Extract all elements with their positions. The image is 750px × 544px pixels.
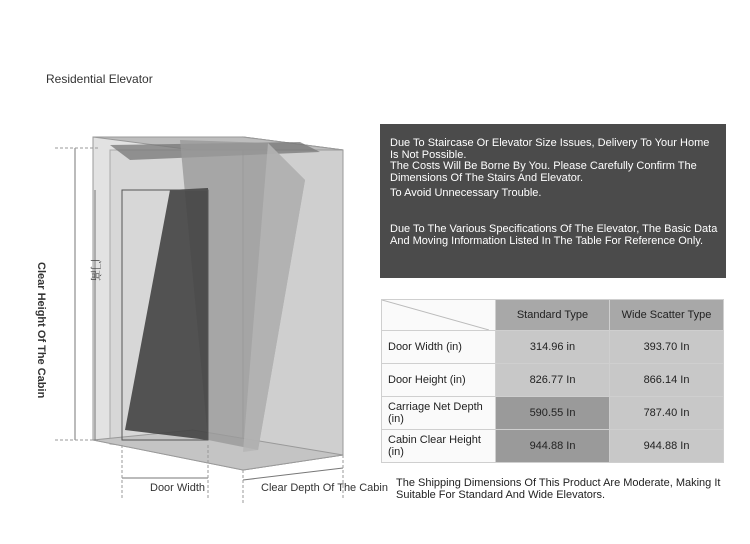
notice-line-3: To Avoid Unnecessary Trouble. <box>390 187 542 199</box>
row-label: Door Height (in) <box>382 364 496 397</box>
row-label: Cabin Clear Height (in) <box>382 430 496 463</box>
row-label: Carriage Net Depth (in) <box>382 397 496 430</box>
table-row <box>382 331 724 364</box>
header-standard-type: Standard Type <box>496 300 610 331</box>
cell-standard: 314.96 in <box>496 331 610 364</box>
page-title: Residential Elevator <box>46 72 153 86</box>
table-row <box>382 397 724 430</box>
notice-line-1: Due To Staircase Or Elevator Size Issues, Delivery To Your Home Is Not Possible. <box>390 137 710 161</box>
door-height-label: 门高 <box>89 259 101 281</box>
notice-line-2: The Costs Will Be Borne By You. Please Carefully Confirm The Dimensions Of The Stairs And Elevator. <box>390 160 697 184</box>
header-wide-scatter-type: Wide Scatter Type <box>610 300 724 331</box>
notice-line-4: Due To The Various Specifications Of The Elevator, The Basic Data And Moving Information Listed In The Table For Reference Only. <box>390 223 718 247</box>
cell-wide: 866.14 In <box>610 364 724 397</box>
cabin-depth-label: Clear Depth Of The Cabin <box>261 482 388 494</box>
table-corner-cell <box>382 300 496 331</box>
cell-wide: 944.88 In <box>610 430 724 463</box>
cell-wide: 393.70 In <box>610 331 724 364</box>
cell-standard: 944.88 In <box>496 430 610 463</box>
row-label: Door Width (in) <box>382 331 496 364</box>
table-row <box>382 430 724 463</box>
delivery-notice <box>380 124 726 278</box>
shipping-footnote: The Shipping Dimensions Of This Product Are Moderate, Making It Suitable For Standard And Wide Elevators. <box>396 477 721 501</box>
table-row <box>382 364 724 397</box>
cabin-height-label: Clear Height Of The Cabin <box>35 262 47 399</box>
table-header-row <box>382 300 724 331</box>
cell-wide: 787.40 In <box>610 397 724 430</box>
cell-standard: 590.55 In <box>496 397 610 430</box>
door-width-label: Door Width <box>150 482 206 494</box>
cell-standard: 826.77 In <box>496 364 610 397</box>
spec-table <box>381 299 724 463</box>
